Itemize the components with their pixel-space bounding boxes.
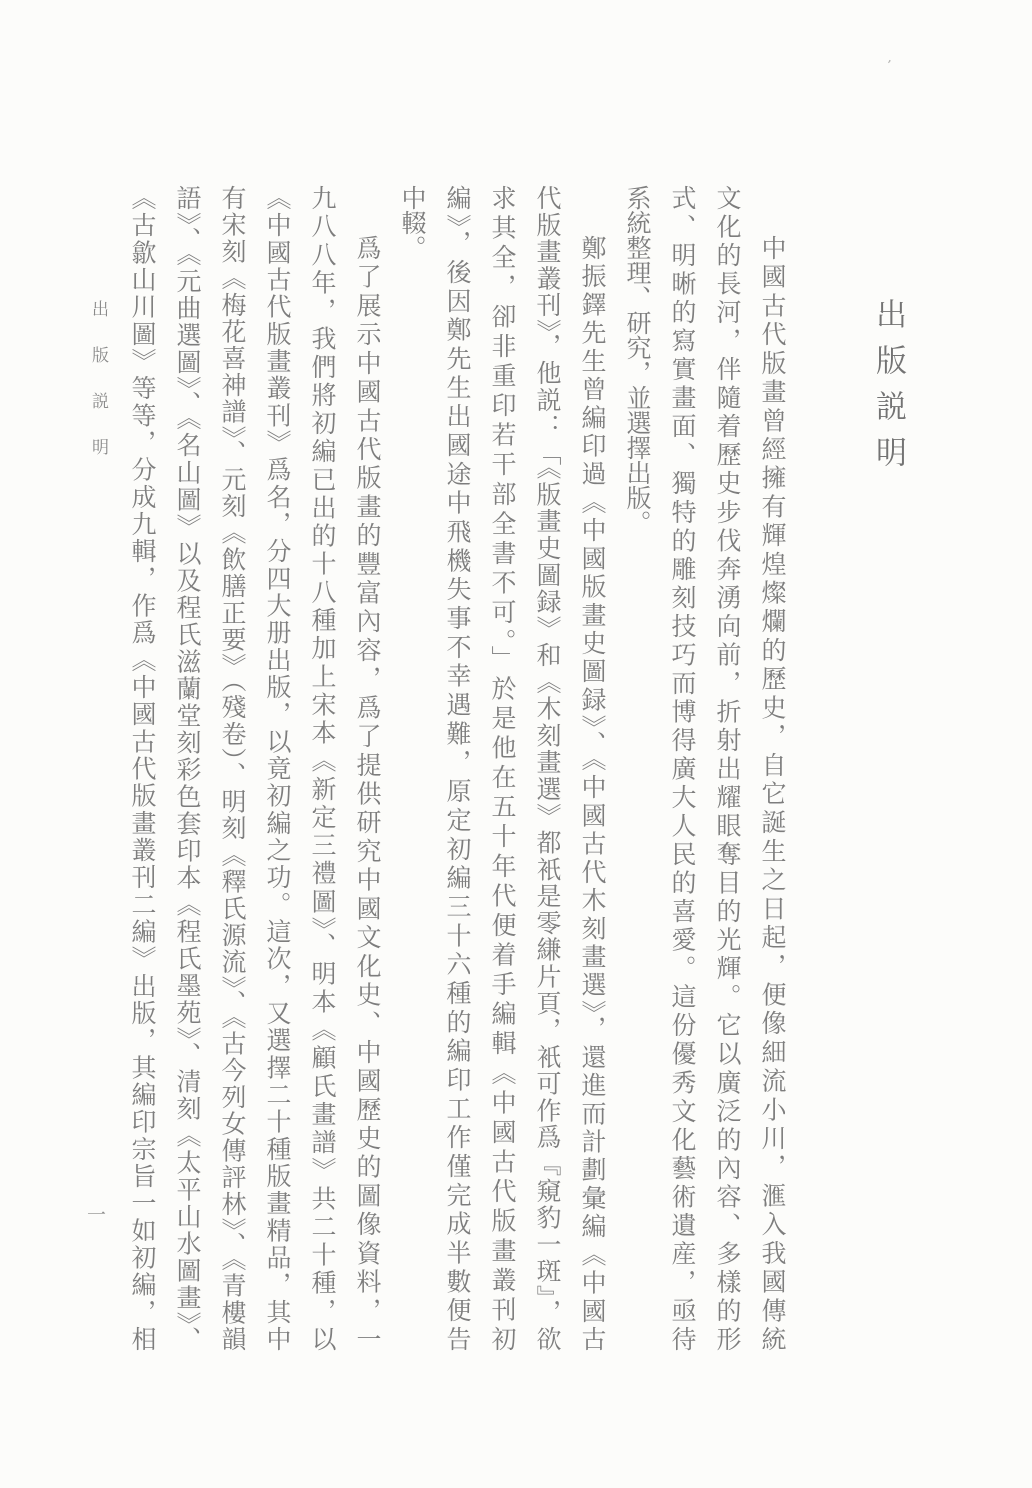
body-text [119, 185, 794, 1351]
text-column: 爲了展示中國古代版畫的豐富內容，爲了提供研究中國文化史、中國歷史的圖像資料，一 [353, 235, 380, 1351]
text-column: 文化的長河，伴隨着歷史步伐奔湧向前，折射出耀眼奪目的光輝。它以廣泛的內容、多樣的形 [713, 185, 740, 1351]
text-column: 中輟。 [398, 185, 425, 260]
text-column: 系統整理、研究，並選擇出版。 [623, 185, 650, 535]
text-column: 有宋刻《梅花喜神譜》、元刻《飲膳正要》（殘卷）、明刻《釋氏源流》、《古今列女傳評林》、《青樓韻 [218, 185, 245, 1351]
scan-artifact-mark: ٬ [884, 58, 892, 75]
page-number: 一 [87, 1205, 107, 1226]
text-column: 鄭振鐸先生曾編印過《中國版畫史圖録》、《中國古代木刻畫選》，還進而計劃彙編《中國古 [578, 235, 605, 1351]
text-column: 九八八年，我們將初編已出的十八種加上宋本《新定三禮圖》、明本《顧氏畫譜》共二十種，以 [308, 185, 335, 1351]
text-column: 中國古代版畫曾經擁有輝煌燦爛的歷史，自它誕生之日起，便像細流小川，滙入我國傳統 [758, 235, 785, 1351]
text-column: 求其全，卻非重印若干部全書不可。」於是他在五十年代便着手編輯《中國古代版畫叢刊初 [488, 185, 515, 1351]
text-column: 編》，後因鄭先生出國途中飛機失事不幸遇難，原定初編三十六種的編印工作僅完成半數便告 [443, 185, 470, 1351]
running-header: 出版説明 [89, 300, 108, 484]
text-column: 《中國古代版畫叢刊》爲名，分四大册出版，以竟初編之功。這次，又選擇二十種版畫精品，其中 [263, 185, 290, 1351]
text-column: 代版畫叢刊》，他説：「《版畫史圖録》和《木刻畫選》都衹是零縑片頁，衹可作爲『窺豹一斑』，欲 [533, 185, 560, 1351]
text-column: 式、明晰的寫實畫面、獨特的雕刻技巧而博得廣大人民的喜愛。這份優秀文化藝術遺産，亟待 [668, 185, 695, 1351]
text-column: 語》、《元曲選圖》、《名山圖》以及程氏滋蘭堂刻彩色套印本《程氏墨苑》、清刻《太平山水圖畫》、 [173, 185, 200, 1351]
text-column: 《古歙山川圖》等等，分成九輯，作爲《中國古代版畫叢刊二編》出版，其編印宗旨一如初編，相 [128, 185, 155, 1351]
page-title: 出版説明 [871, 298, 906, 482]
